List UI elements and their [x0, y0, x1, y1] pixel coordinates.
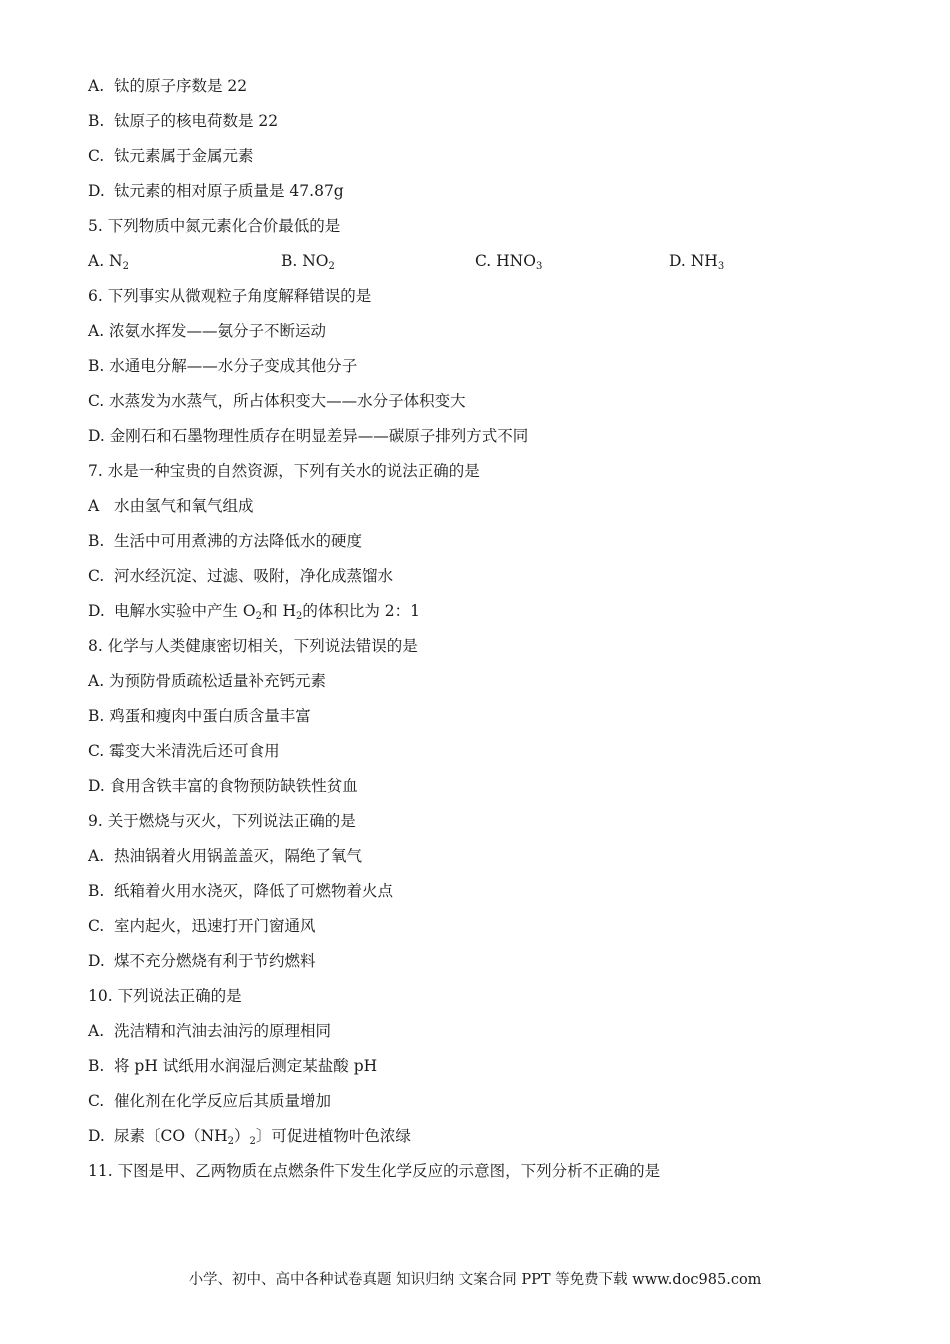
option-letter: D.: [88, 952, 105, 970]
page-footer: 小学、初中、高中各种试卷真题 知识归纳 文案合同 PPT 等免费下载 www.doc985.com: [188, 1272, 762, 1288]
q4-option-a: [88, 76, 247, 96]
option-text: 室内起火，迅速打开门窗通风: [114, 917, 316, 935]
q6-option-a: A. 浓氨水挥发——氨分子不断运动: [88, 322, 327, 340]
q9-option-d: [88, 951, 316, 971]
option-text: 纸箱着火用水浇灭，降低了可燃物着火点: [114, 882, 394, 900]
q10-option-c: [88, 1091, 331, 1111]
q5-option-b: B. $NO_2$: [281, 252, 335, 272]
option-letter: A.: [88, 847, 105, 865]
q6-option-d: D. 金刚石和石墨物理性质存在明显差异——碳原子排列方式不同: [88, 427, 529, 445]
q8-option-b: B. 鸡蛋和瘦肉中蛋白质含量丰富: [88, 707, 311, 725]
q5-stem: 5. 下列物质中氮元素化合价最低的是: [88, 217, 341, 235]
q5-option-d: D. $NH_3$: [669, 252, 725, 272]
option-text: 钛的原子序数是 22: [114, 77, 248, 95]
q9-option-c: [88, 916, 316, 936]
q10-option-d: D. 尿素〔$CO(NH_2)_2$〕可促进植物叶色浓绿: [88, 1127, 411, 1147]
option-text: 钛元素的相对原子质量是 47.87g: [114, 182, 344, 200]
q10-option-b: [88, 1056, 377, 1076]
option-letter: B.: [88, 1057, 105, 1075]
option-text: 洗洁精和汽油去油污的原理相同: [114, 1022, 332, 1040]
q7-option-d: D. 电解水实验中产生 $O_2$和 $H_2$的体积比为 2：1: [88, 602, 420, 622]
option-letter: A: [88, 497, 100, 515]
q4-option-b: [88, 111, 278, 131]
q8-option-a: A. 为预防骨质疏松适量补充钙元素: [88, 672, 327, 690]
option-letter: C.: [88, 147, 105, 165]
q9-stem: 9. 关于燃烧与灭火，下列说法正确的是: [88, 812, 356, 830]
q11-stem: 11. 下图是甲、乙两物质在点燃条件下发生化学反应的示意图，下列分析不正确的是: [88, 1162, 661, 1180]
q10-stem: 10. 下列说法正确的是: [88, 987, 242, 1005]
option-letter: C.: [88, 1092, 105, 1110]
q7-option-a: [88, 496, 254, 516]
q5-option-c: C. $HNO_3$: [475, 252, 543, 272]
option-letter: D.: [88, 1127, 105, 1145]
option-letter: C.: [88, 567, 105, 585]
q6-option-b: B. 水通电分解——水分子变成其他分子: [88, 357, 358, 375]
q8-option-c: C. 霉变大米清洗后还可食用: [88, 742, 280, 760]
option-letter: B.: [88, 112, 105, 130]
option-text: 河水经沉淀、过滤、吸附，净化成蒸馏水: [114, 567, 394, 585]
option-text: 钛元素属于金属元素: [114, 147, 254, 165]
option-letter: D.: [88, 602, 105, 620]
option-letter: A.: [88, 1022, 105, 1040]
option-text: 水由氢气和氧气组成: [114, 497, 254, 515]
option-letter: A.: [88, 77, 105, 95]
q5-option-a: A. $N_2$: [88, 252, 129, 272]
q8-option-d: D. 食用含铁丰富的食物预防缺铁性贫血: [88, 777, 358, 795]
q7-stem: 7. 水是一种宝贵的自然资源，下列有关水的说法正确的是: [88, 462, 480, 480]
q9-option-b: [88, 881, 393, 901]
q8-stem: 8. 化学与人类健康密切相关，下列说法错误的是: [88, 637, 418, 655]
q6-stem: 6. 下列事实从微观粒子角度解释错误的是: [88, 287, 372, 305]
q4-option-c: [88, 146, 254, 166]
q7-option-c: [88, 566, 393, 586]
option-text: 煤不充分燃烧有利于节约燃料: [114, 952, 316, 970]
option-text: 热油锅着火用锅盖盖灭，隔绝了氧气: [114, 847, 363, 865]
option-letter: D.: [88, 182, 105, 200]
option-letter: C.: [88, 917, 105, 935]
option-text: 钛原子的核电荷数是 22: [114, 112, 279, 130]
q6-option-c: C. 水蒸发为水蒸气，所占体积变大——水分子体积变大: [88, 392, 466, 410]
q9-option-a: [88, 846, 362, 866]
q10-option-a: [88, 1021, 331, 1041]
option-text: 生活中可用煮沸的方法降低水的硬度: [114, 532, 363, 550]
option-text: 将 pH 试纸用水润湿后测定某盐酸 pH: [114, 1057, 378, 1075]
option-letter: B.: [88, 882, 105, 900]
option-letter: B.: [88, 532, 105, 550]
q7-option-b: [88, 531, 362, 551]
q4-option-d: [88, 181, 344, 201]
option-text: 催化剂在化学反应后其质量增加: [114, 1092, 332, 1110]
